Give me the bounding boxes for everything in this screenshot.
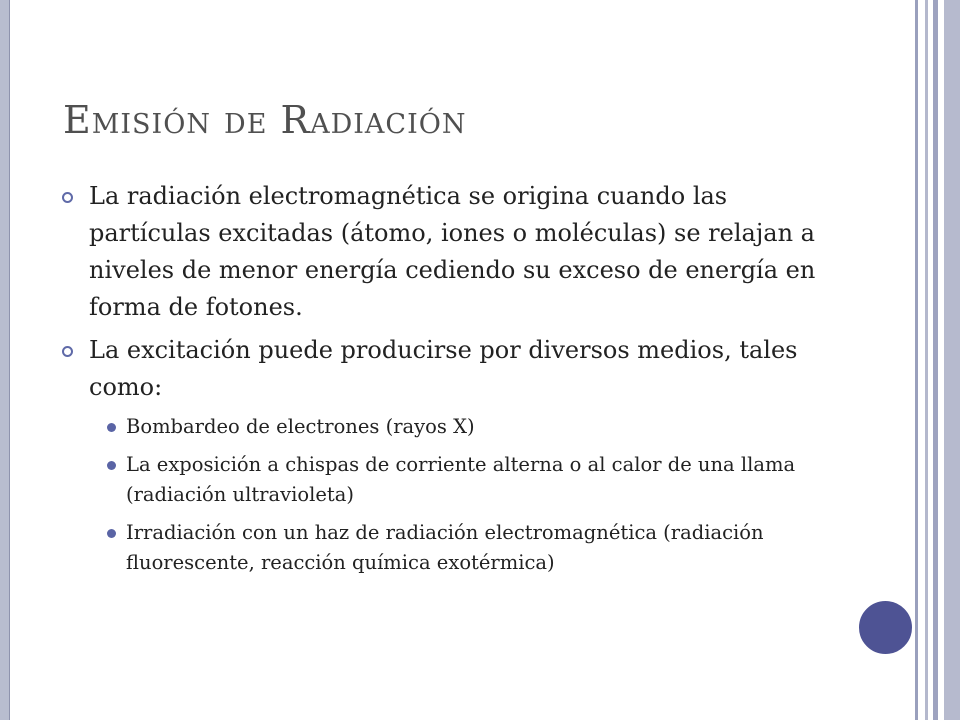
dot-bullet-icon [107,529,116,538]
bullet-text: La radiación electromagnética se origina cuando las partículas excitadas (átomo, iones o moléculas) se relajan a niveles de menor energía cediendo su exceso de energía en forma de fotones. [89,182,816,321]
sub-bullet-item-1 [62,412,822,442]
bullet-item-2 [62,332,822,406]
dot-bullet-icon [107,423,116,432]
sub-bullet-item-3 [62,518,822,578]
left-frame-bar [0,0,10,720]
ring-bullet-icon [62,346,73,357]
dot-bullet-icon [107,461,116,470]
decorative-circle [857,599,914,656]
sub-bullet-text: Irradiación con un haz de radiación electromagnética (radiación fluorescente, reacción química exotérmica) [126,521,764,574]
right-frame-stripes [915,0,960,720]
bullet-item-1 [62,178,822,326]
sub-bullet-text: Bombardeo de electrones (rayos X) [126,415,475,438]
slide-title: Emisión de Radiación [63,98,467,142]
ring-bullet-icon [62,192,73,203]
slide-content [62,178,822,586]
sub-bullet-text: La exposición a chispas de corriente alterna o al calor de una llama (radiación ultravioleta) [126,453,796,506]
bullet-text: La excitación puede producirse por diversos medios, tales como: [89,336,798,401]
sub-bullet-item-2 [62,450,822,510]
